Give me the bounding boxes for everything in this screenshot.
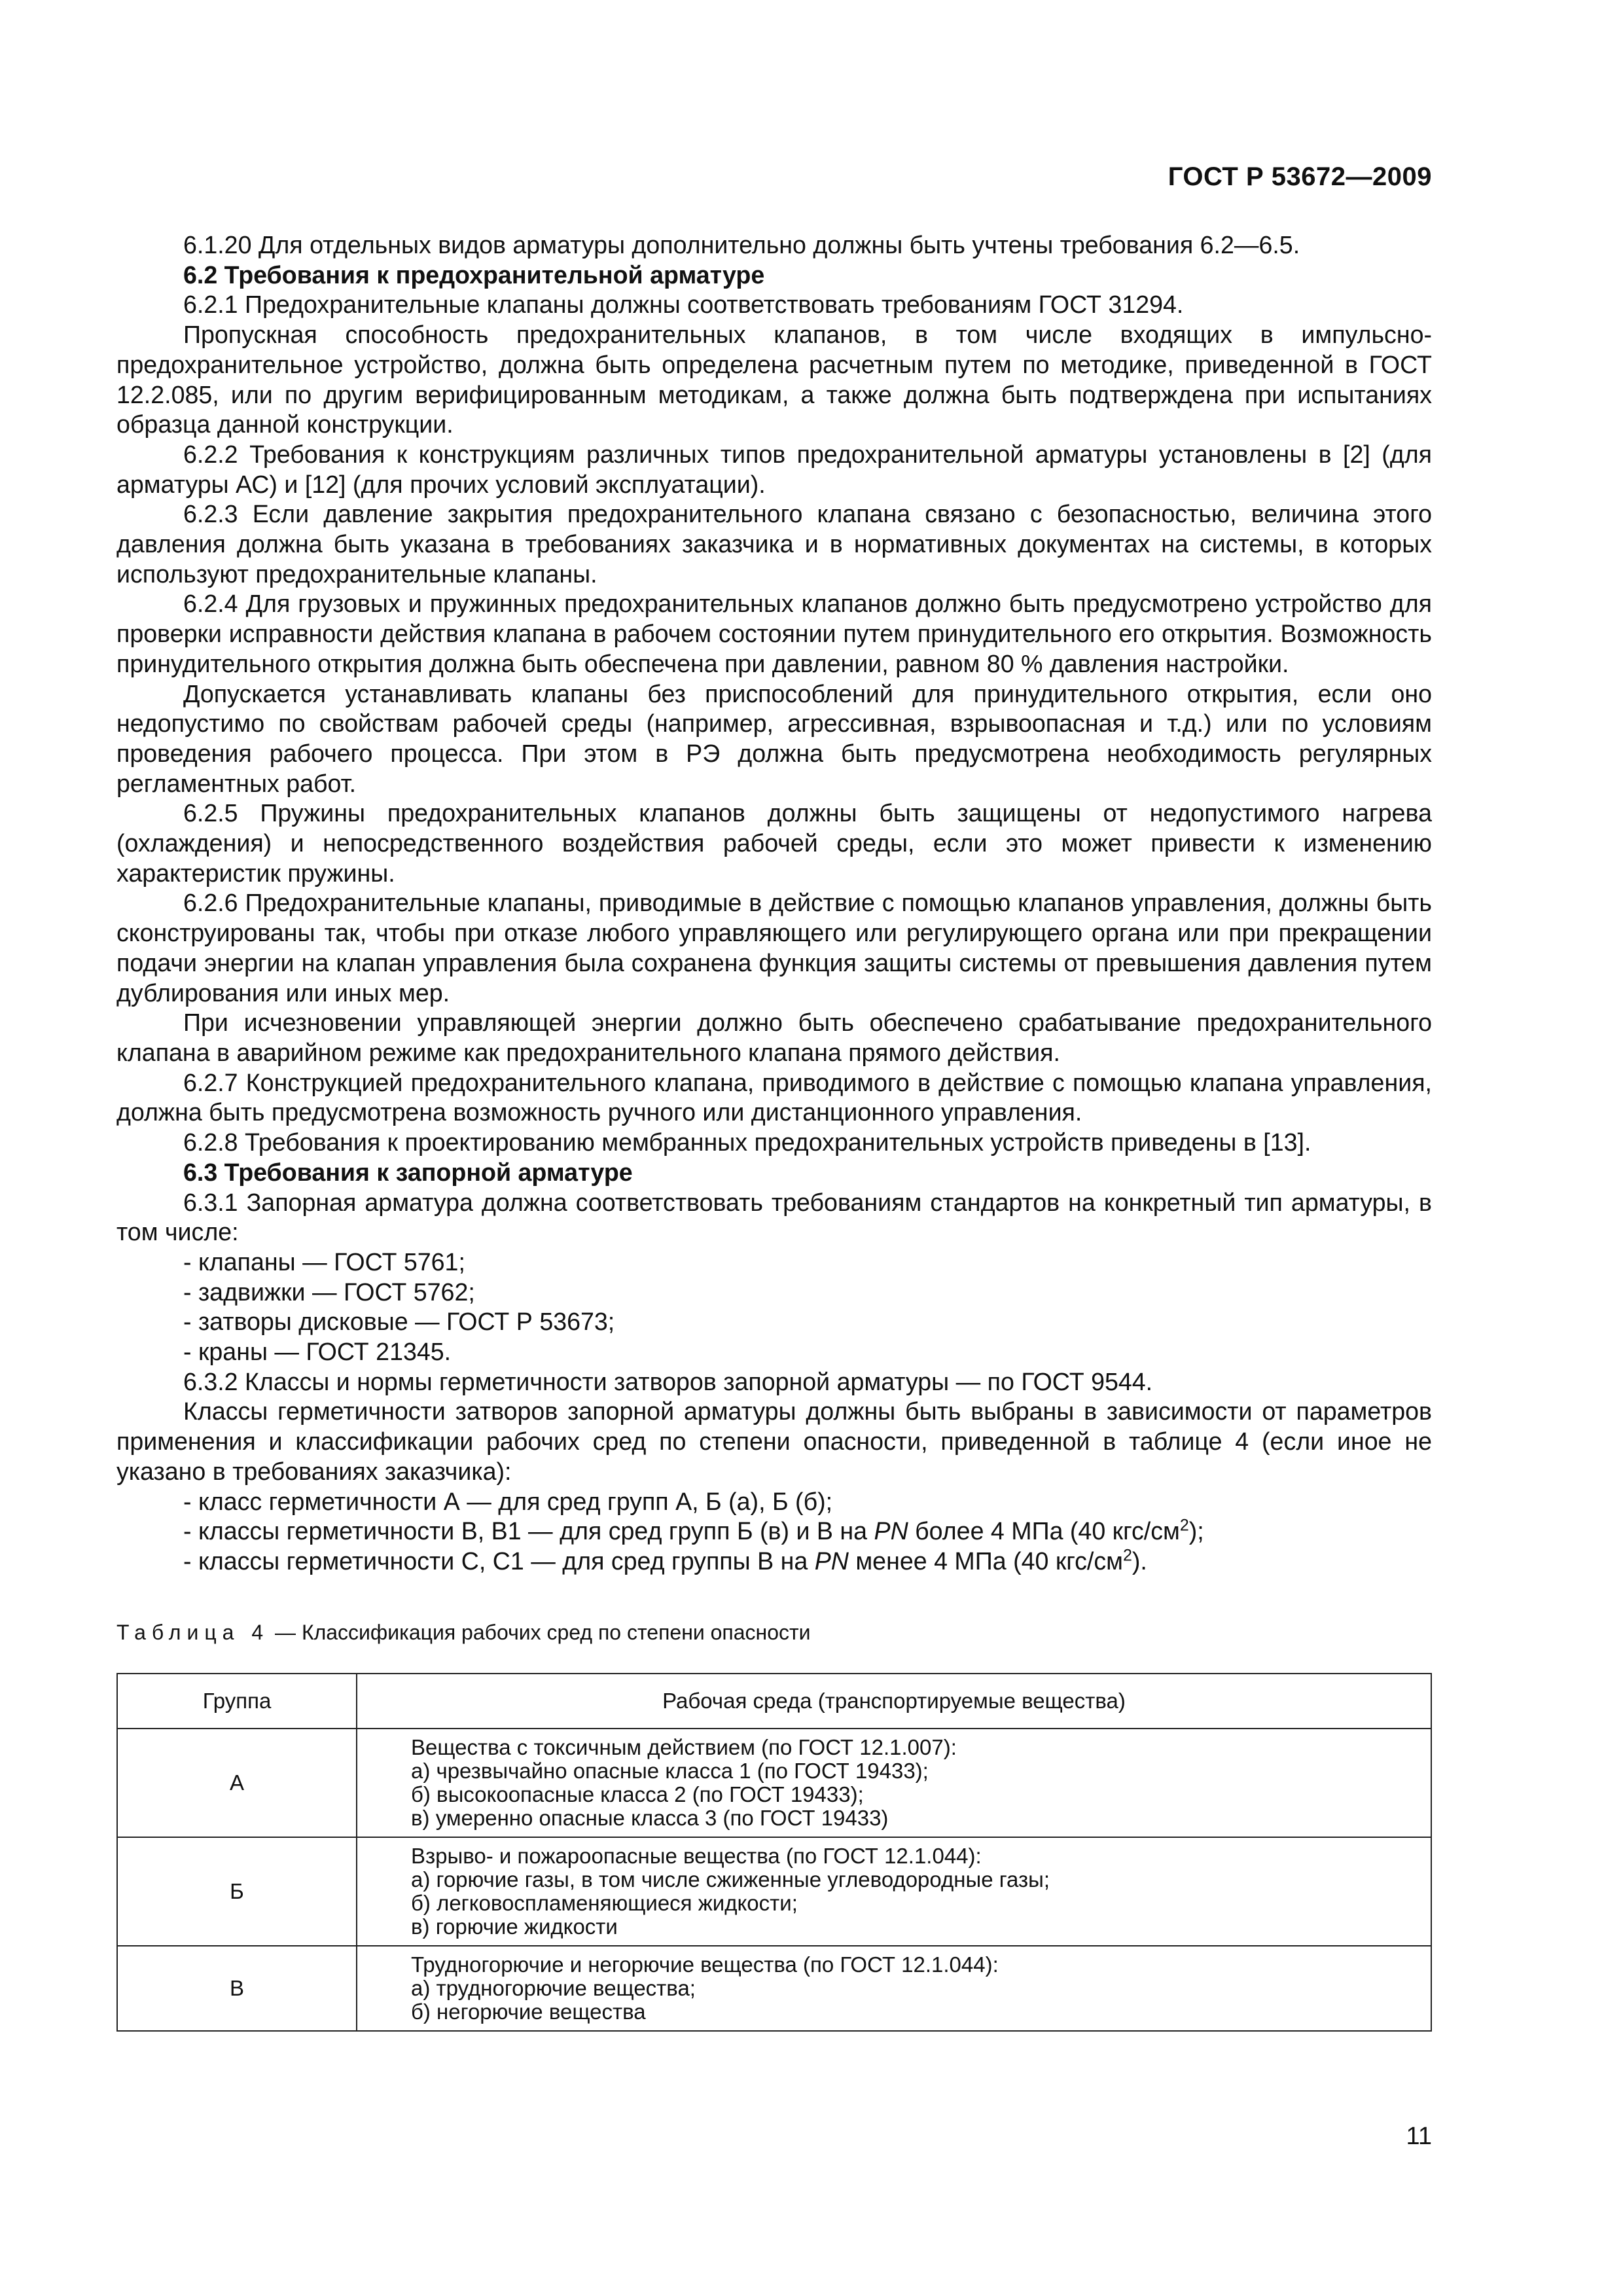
list-item-class-c: - классы герметичности С, С1 — для сред группы В на PN менее 4 МПа (40 кгс/$см^2$). [183, 1546, 1147, 1575]
column-header-group: Группа [117, 1674, 357, 1729]
paragraph-6-3-2: 6.3.2 Классы и нормы герметичности затворов запорной арматуры — по ГОСТ 9544. [183, 1367, 1153, 1395]
medium-line: Трудногорючие и негорючие вещества (по ГОСТ 12.1.044): [411, 1952, 999, 1977]
list-item-class-b: - классы герметичности В, В1 — для сред групп Б (в) и В на PN более 4 МПа (40 кгс/$см^2$); [183, 1516, 1204, 1545]
list-item-gate-valves: - задвижки — ГОСТ 5762; [183, 1278, 475, 1306]
paragraph-6-1-20: 6.1.20 Для отдельных видов арматуры дополнительно должны быть учтены требования 6.2—6.5. [183, 231, 1300, 259]
medium-cell [357, 1729, 1431, 1837]
list-item-cocks: - краны — ГОСТ 21345. [183, 1338, 452, 1366]
medium-line: в) умеренно опасные класса 3 (по ГОСТ 19433) [411, 1806, 889, 1830]
medium-line: а) трудногорючие вещества; [411, 1976, 696, 2000]
paragraph-6-2-6: 6.2.6 Предохранительные клапаны, приводимые в действие с помощью клапанов управления, должны быть сконструированы так, чтобы при отказе любого управляющего или регулирующего органа или при прекращении подачи энергии на клапан управления была сохранена функция защиты системы от превышения давления путем дублирования или иных мер. [116, 889, 1432, 1007]
list-item-class-a: - класс герметичности А — для сред групп А, Б (а), Б (б); [183, 1487, 833, 1515]
table-caption: Таблица 4 — Классификация рабочих сред по степени опасности [116, 1621, 811, 1644]
paragraph-6-3-2-classes: Классы герметичности затворов запорной арматуры должны быть выбраны в зависимости от параметров применения и классификации рабочих сред по степени опасности, приведенной в таблице 4 (если иное не указано в требованиях заказчика): [116, 1397, 1432, 1485]
paragraph-6-2-8: 6.2.8 Требования к проектированию мембранных предохранительных устройств приведены в [13]. [183, 1128, 1311, 1157]
table-row [117, 1729, 1431, 1837]
medium-line: а) горючие газы, в том числе сжиженные углеводородные газы; [411, 1867, 1050, 1892]
paragraph-6-3-1: 6.3.1 Запорная арматура должна соответствовать требованиям стандартов на конкретный тип арматуры, в том числе: [116, 1188, 1432, 1246]
medium-line: б) высокоопасные класса 2 (по ГОСТ 19433); [411, 1782, 864, 1806]
page-number: 11 [1406, 2123, 1432, 2150]
medium-line: а) чрезвычайно опасные класса 1 (по ГОСТ 19433); [411, 1759, 929, 1783]
list-item-valves: - клапаны — ГОСТ 5761; [183, 1247, 465, 1276]
group-cell: Б [117, 1837, 357, 1946]
medium-line: б) легковоспламеняющиеся жидкости; [411, 1891, 798, 1915]
list-item-disc-valves: - затворы дисковые — ГОСТ Р 53673; [183, 1308, 615, 1336]
medium-line: в) горючие жидкости [411, 1914, 618, 1939]
paragraph-6-2-5: 6.2.5 Пружины предохранительных клапанов должны быть защищены от недопустимого нагрева (охлаждения) и непосредственного воздействия рабочей среды, если это может привести к изменению характеристик пружины. [116, 799, 1432, 887]
column-header-medium: Рабочая среда (транспортируемые вещества) [357, 1674, 1431, 1729]
medium-cell [357, 1837, 1431, 1946]
paragraph-6-2-7: 6.2.7 Конструкцией предохранительного клапана, приводимого в действие с помощью клапана управления, должна быть предусмотрена возможность ручного или дистанционного управления. [116, 1068, 1432, 1126]
paragraph-6-2-6-energy-loss: При исчезновении управляющей энергии должно быть обеспечено срабатывание предохранительного клапана в аварийном режиме как предохранительного клапана прямого действия. [116, 1009, 1432, 1066]
section-heading-6-2: 6.2 Требования к предохранительной арматуре [183, 260, 765, 289]
group-cell: А [117, 1729, 357, 1837]
paragraph-6-2-1-capacity: Пропускная способность предохранительных клапанов, в том числе входящих в импульсно-предохранительное устройство, должна быть определена расчетным путем по методике, приведенной в ГОСТ 12.2.085, или по другим верифицированным методикам, а также должна быть подтверждена при испытаниях образца данной конструкции. [116, 321, 1432, 439]
medium-line: Взрыво- и пожароопасные вещества (по ГОСТ 12.1.044): [411, 1844, 982, 1868]
page-header-standard: ГОСТ Р 53672—2009 [1168, 162, 1432, 191]
paragraph-6-2-1: 6.2.1 Предохранительные клапаны должны соответствовать требованиям ГОСТ 31294. [183, 291, 1184, 319]
table-row [117, 1837, 1431, 1946]
medium-line: Вещества с токсичным действием (по ГОСТ 12.1.007): [411, 1735, 957, 1759]
table-row [117, 1946, 1431, 2031]
paragraph-6-2-3: 6.2.3 Если давление закрытия предохранительного клапана связано с безопасностью, величина этого давления должна быть указана в требованиях заказчика и в нормативных документах на системы, в которых используют предохранительные клапаны. [116, 500, 1432, 588]
paragraph-6-2-2: 6.2.2 Требования к конструкциям различных типов предохранительной арматуры установлены в [2] (для арматуры АС) и [12] (для прочих условий эксплуатации). [116, 440, 1432, 498]
document-body [116, 230, 1432, 1577]
medium-cell [357, 1946, 1431, 2031]
paragraph-6-2-4-exception: Допускается устанавливать клапаны без приспособлений для принудительного открытия, если оно недопустимо по свойствам рабочей среды (например, агрессивная, взрывоопасная и т.д.) или по условиям проведения рабочего процесса. При этом в РЭ должна быть предусмотрена необходимость регулярных регламентных работ. [116, 679, 1432, 797]
table-header-row [117, 1674, 1431, 1729]
group-cell: В [117, 1946, 357, 2031]
paragraph-6-2-4: 6.2.4 Для грузовых и пружинных предохранительных клапанов должно быть предусмотрено устройство для проверки исправности действия клапана в рабочем состоянии путем принудительного его открытия. Возможность принудительного открытия должна быть обеспечена при давлении, равном 80 % давления настройки. [116, 590, 1432, 677]
medium-line: б) негорючие вещества [411, 2000, 646, 2024]
hazard-classification-table [116, 1673, 1432, 2032]
section-heading-6-3: 6.3 Требования к запорной арматуре [183, 1158, 633, 1186]
